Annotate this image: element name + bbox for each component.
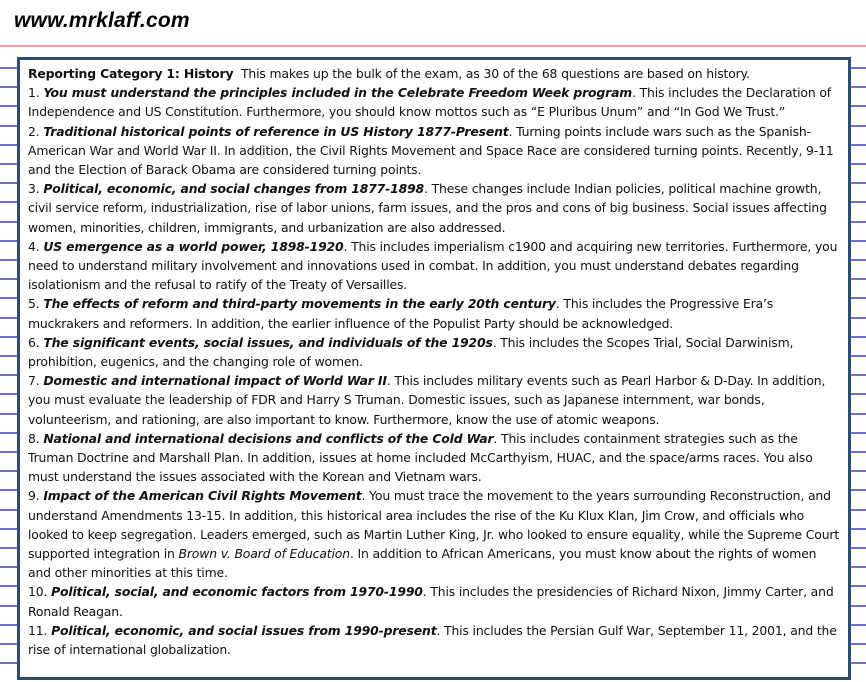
margin-line-left — [0, 144, 17, 146]
margin-line-left — [0, 470, 17, 472]
margin-line-right — [851, 105, 866, 107]
margin-line-left — [0, 297, 17, 299]
item-title: Political, economic, and social changes from 1877-1898 — [43, 181, 425, 197]
margin-line-left — [0, 336, 17, 338]
list-item — [28, 122, 842, 180]
margin-line-right — [851, 547, 866, 549]
item-number: 9. — [28, 488, 40, 504]
history-content-box — [17, 57, 851, 680]
margin-line-right — [851, 278, 866, 280]
margin-line-right — [851, 643, 866, 645]
list-item — [28, 83, 842, 121]
list-item — [28, 294, 842, 332]
margin-line-right — [851, 125, 866, 127]
item-number: 11. — [28, 622, 48, 638]
margin-line-right — [851, 413, 866, 415]
margin-line-left — [0, 451, 17, 453]
margin-line-right — [851, 221, 866, 223]
item-text: . This includes the presidencies of Richard Nixon, Jimmy Carter, and Ronald Reagan. — [28, 584, 834, 619]
margin-line-right — [851, 432, 866, 434]
margin-line-left — [0, 566, 17, 568]
margin-line-left — [0, 585, 17, 587]
margin-line-right — [851, 297, 866, 299]
category-title: Reporting Category 1: History — [28, 66, 234, 81]
margin-line-right — [851, 144, 866, 146]
margin-line-left — [0, 393, 17, 395]
category-heading — [28, 64, 842, 83]
margin-line-left — [0, 278, 17, 280]
list-item — [28, 429, 842, 487]
margin-line-right — [851, 259, 866, 261]
margin-line-left — [0, 67, 17, 69]
margin-line-left — [0, 413, 17, 415]
item-number: 10. — [28, 584, 48, 600]
margin-line-right — [851, 163, 866, 165]
margin-line-right — [851, 317, 866, 319]
list-item — [28, 621, 842, 659]
item-number: 5. — [28, 296, 40, 312]
margin-line-right — [851, 585, 866, 587]
margin-line-right — [851, 182, 866, 184]
margin-line-right — [851, 355, 866, 357]
list-item — [28, 333, 842, 371]
margin-line-left — [0, 182, 17, 184]
item-text: . This includes military events such as Pearl Harbor & D-Day. In addition, you must evaluate the leadership of FDR and Harry S Truman. Domestic issues, such as Japanese internment, war bonds, volunteerism, and rationing, are also important to know. Furthermore, know the use of atomic weapons. — [28, 373, 826, 427]
margin-line-left — [0, 374, 17, 376]
header-divider — [0, 45, 866, 47]
item-title: Traditional historical points of reference in US History 1877-Present — [43, 123, 509, 139]
margin-line-left — [0, 605, 17, 607]
list-item — [28, 237, 842, 295]
item-title: National and international decisions and conflicts of the Cold War — [43, 430, 494, 446]
item-text: . Turning points include wars such as the Spanish-American War and World War II. In addition, the Civil Rights Movement and Space Race are considered turning points. Recently, 9-11 and the Election of Barack Obama are considered turning points. — [28, 123, 834, 178]
margin-line-right — [851, 528, 866, 530]
margin-line-left — [0, 355, 17, 357]
item-text: . This includes the Declaration of Independence and US Constitution. Furthermore, you should know mottos such as “E Pluribus Unum” and “In God We Trust.” — [28, 85, 831, 120]
margin-line-right — [851, 451, 866, 453]
margin-line-right — [851, 470, 866, 472]
item-number: 4. — [28, 238, 40, 254]
margin-line-left — [0, 125, 17, 127]
item-title: The effects of reform and third-party movements in the early 20th century — [43, 296, 556, 312]
margin-line-left — [0, 317, 17, 319]
list-item — [28, 371, 842, 429]
margin-line-left — [0, 201, 17, 203]
margin-line-right — [851, 374, 866, 376]
margin-line-right — [851, 489, 866, 491]
margin-line-right — [851, 67, 866, 69]
margin-line-left — [0, 221, 17, 223]
margin-line-left — [0, 509, 17, 511]
margin-line-left — [0, 86, 17, 88]
margin-line-right — [851, 240, 866, 242]
item-text: . This includes the Persian Gulf War, September 11, 2001, and the rise of international globalization. — [28, 622, 837, 658]
margin-line-right — [851, 566, 866, 568]
item-number: 6. — [28, 334, 40, 350]
margin-line-right — [851, 86, 866, 88]
margin-line-right — [851, 662, 866, 664]
margin-line-left — [0, 547, 17, 549]
item-title: Political, economic, and social issues from 1990-present — [51, 622, 437, 638]
margin-line-left — [0, 240, 17, 242]
margin-line-right — [851, 605, 866, 607]
item-title: Domestic and international impact of World War II — [43, 373, 387, 389]
margin-line-left — [0, 432, 17, 434]
margin-line-right — [851, 624, 866, 626]
margin-line-left — [0, 643, 17, 645]
margin-line-left — [0, 528, 17, 530]
item-text: . This includes containment strategies such as the Truman Doctrine and Marshall Plan. In addition, issues at home included McCarthyism, HUAC, and the space/arms races. You also must understand the issues associated with the Korean and Vietnam wars. — [28, 430, 813, 485]
item-number: 2. — [28, 123, 40, 139]
margin-line-right — [851, 509, 866, 511]
item-number: 7. — [28, 373, 40, 389]
margin-line-right — [851, 336, 866, 338]
category-intro: This makes up the bulk of the exam, as 30 of the 68 questions are based on history. — [241, 66, 750, 81]
list-item — [28, 582, 842, 620]
item-text: . This includes the Scopes Trial, Social Darwinism, prohibition, eugenics, and the changing role of women. — [28, 334, 794, 370]
site-title: www.mrklaff.com — [14, 9, 190, 32]
margin-line-left — [0, 489, 17, 491]
margin-line-left — [0, 163, 17, 165]
margin-line-right — [851, 201, 866, 203]
item-text: . This includes imperialism c1900 and acquiring new territories. Furthermore, you need to understand military involvement and innovations used in combat. In addition, you must understand debates regarding isolationism and the refusal to ratify of the Treaty of Versailles. — [28, 238, 838, 293]
item-title: US emergence as a world power, 1898-1920 — [43, 238, 344, 254]
item-title: You must understand the principles included in the Celebrate Freedom Week program — [43, 85, 633, 101]
margin-line-left — [0, 624, 17, 626]
item-text: . This includes the Progressive Era’s muckrakers and reformers. In addition, the earlier influence of the Populist Party should be acknowledged. — [28, 296, 774, 331]
item-text: . These changes include Indian policies, political machine growth, civil service reform, industrialization, rise of labor unions, farm issues, and the pros and cons of big business. Social issues affecting women, minorities, children, immigrants, and urbanization are also addressed. — [28, 181, 827, 235]
item-number: 8. — [28, 430, 40, 446]
margin-line-left — [0, 105, 17, 107]
case-name: Brown v. Board of Education — [178, 546, 350, 562]
item-text: . You must trace the movement to the years surrounding Reconstruction, and understand Amendments 13-15. In addition, this historical area includes the rise of the Ku Klux Klan, Jim Crow, and officials who looked to keep segregation. Leaders emerged, such as Martin Luther King, Jr. who looked to ensure equality, while the Supreme Court supported integration in — [28, 488, 840, 562]
margin-line-right — [851, 393, 866, 395]
item-number: 3. — [28, 181, 40, 197]
item-title: Political, social, and economic factors from 1970-1990 — [51, 584, 423, 600]
item-title: The significant events, social issues, and individuals of the 1920s — [43, 334, 493, 350]
item-title: Impact of the American Civil Rights Movement — [43, 488, 362, 504]
list-item — [28, 179, 842, 237]
margin-line-left — [0, 259, 17, 261]
item-number: 1. — [28, 85, 40, 101]
margin-line-left — [0, 662, 17, 664]
item-text-after: . In addition to African Americans, you must know about the rights of women and other minorities at this time. — [28, 546, 817, 581]
list-item — [28, 486, 842, 582]
